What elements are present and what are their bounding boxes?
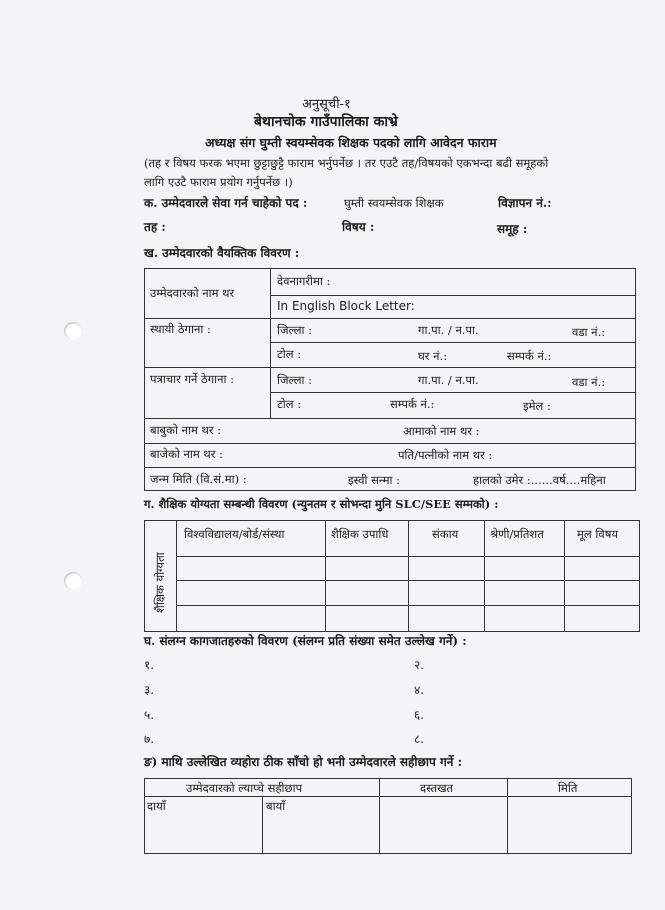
right-thumb-label: दायाँ [147, 799, 166, 813]
attachment-item-3[interactable]: ३. [144, 683, 155, 697]
date-box[interactable] [508, 797, 631, 853]
col-division: श्रेणी/प्रतिशत [490, 527, 544, 541]
left-thumb-label: बायाँ [266, 799, 286, 813]
candidate-name-label: उम्मेदवारको नाम थर [150, 286, 235, 300]
correspondence-district-field[interactable]: जिल्ला : [277, 373, 313, 387]
date-header: मिति [558, 781, 578, 795]
permanent-district-field[interactable]: जिल्ला : [277, 323, 313, 337]
permanent-house-field[interactable]: घर नं.: [418, 349, 448, 363]
correspondence-address-label: पत्राचार गर्ने ठेगाना : [150, 372, 235, 386]
english-name-field[interactable]: In English Block Letter: [277, 299, 415, 313]
permanent-tole-field[interactable]: टोल : [277, 347, 302, 361]
col-faculty: संकाय [432, 527, 459, 541]
correspondence-email-field[interactable]: इमेल : [523, 399, 551, 413]
form-title: अध्यक्ष संग घुम्ती स्वयम्सेवक शिक्षक पदको लागि आवेदन फाराम [205, 135, 497, 150]
attachment-item-5[interactable]: ५. [144, 708, 155, 722]
office-title: बेथानचोक गाउँपालिका काभ्रे [254, 114, 398, 130]
attachment-item-8[interactable]: ८. [414, 732, 425, 746]
permanent-address-label: स्थायी ठेगाना : [150, 322, 211, 336]
post-value: घुम्ती स्वयम्सेवक शिक्षक [344, 196, 444, 210]
mother-name-field[interactable]: आमाको नाम थर : [403, 424, 480, 438]
form-note-line1: (तह र विषय फरक भएमा छुट्टाछुट्टै फाराम भर्नुपर्नेछ । तर एउटै तह/विषयको एकभन्दा बढी समूहको [144, 156, 549, 170]
schedule-label: अनुसूची-१ [302, 97, 351, 112]
right-thumbprint-box[interactable] [145, 812, 261, 853]
permanent-contact-field[interactable]: सम्पर्क नं.: [507, 349, 552, 363]
grandfather-name-field[interactable]: बाजेको नाम थर : [150, 447, 224, 461]
correspondence-tole-field[interactable]: टोल : [277, 397, 302, 411]
declaration-title: ङ) माथि उल्लेखित व्यहोरा ठीक साँचो हो भनी उम्मेदवारले सहीछाप गर्ने : [144, 755, 463, 769]
correspondence-municipality-field[interactable]: गा.पा. / न.पा. [418, 373, 479, 387]
correspondence-contact-field[interactable]: सम्पर्क नं.: [390, 397, 435, 411]
attachment-item-2[interactable]: २. [414, 658, 425, 672]
education-title-text: ग. शैक्षिक योग्यता सम्बन्धी विवरण (न्युनतम र सोभन्दा मुनि SLC/SEE सम्मको) : [144, 497, 499, 511]
attachment-item-6[interactable]: ६. [414, 708, 425, 722]
dob-ad-field[interactable]: इस्वी सन्मा : [348, 473, 400, 487]
dob-bs-field[interactable]: जन्म मिति (वि.सं.मा) : [150, 472, 247, 486]
devanagari-name-field[interactable]: देवनागरीमा : [277, 274, 331, 288]
spouse-name-field[interactable]: पति/पत्नीको नाम थर : [398, 448, 493, 462]
attachments-title: घ. संलग्न कागजातहरुको विवरण (संलग्न प्रति संख्या समेत उल्लेख गर्ने) : [144, 634, 467, 648]
education-title [144, 497, 498, 511]
advert-number-label: विज्ञापन नं.: [498, 196, 552, 210]
col-degree: शैक्षिक उपाधि [331, 527, 389, 541]
education-row-2[interactable] [177, 581, 639, 604]
post-label: क. उम्मेदवारले सेवा गर्न चाहेको पद : [144, 196, 308, 210]
thumbprint-header: उम्मेदवारको ल्याप्चे सहीछाप [186, 781, 303, 795]
attachment-item-1[interactable]: १. [144, 658, 155, 672]
form-note-line2: लागि एउटै फाराम प्रयोग गर्नुपर्नेछ ।) [144, 175, 293, 189]
signature-box[interactable] [380, 797, 506, 853]
left-thumbprint-box[interactable] [263, 812, 378, 853]
father-name-field[interactable]: बाबुको नाम थर : [150, 423, 222, 437]
signature-header: दस्तखत [420, 781, 454, 795]
level-label: तह : [144, 220, 166, 234]
permanent-municipality-field[interactable]: गा.पा. / न.पा. [418, 323, 479, 337]
education-row-3[interactable] [177, 606, 639, 631]
attachment-item-7[interactable]: ७. [144, 732, 155, 746]
punch-hole-bottom [64, 572, 82, 590]
personal-details-title: ख. उम्मेदवारको वैयक्तिक विवरण : [144, 246, 300, 260]
subject-label: विषय : [342, 220, 375, 234]
education-row-1[interactable] [177, 557, 639, 579]
attachment-item-4[interactable]: ४. [414, 683, 425, 697]
group-label: समूह : [497, 222, 528, 236]
col-major-subject: मूल विषय [577, 527, 619, 541]
age-field[interactable]: हालको उमेर :......वर्ष....महिना [473, 473, 606, 487]
permanent-ward-field[interactable]: वडा नं.: [572, 325, 606, 339]
correspondence-ward-field[interactable]: वडा नं.: [572, 375, 606, 389]
education-side-label: शैक्षिक योग्यता [153, 552, 167, 613]
punch-hole-top [64, 322, 82, 340]
col-university: विश्वविद्यालय/बोर्ड/संस्था [184, 527, 285, 541]
